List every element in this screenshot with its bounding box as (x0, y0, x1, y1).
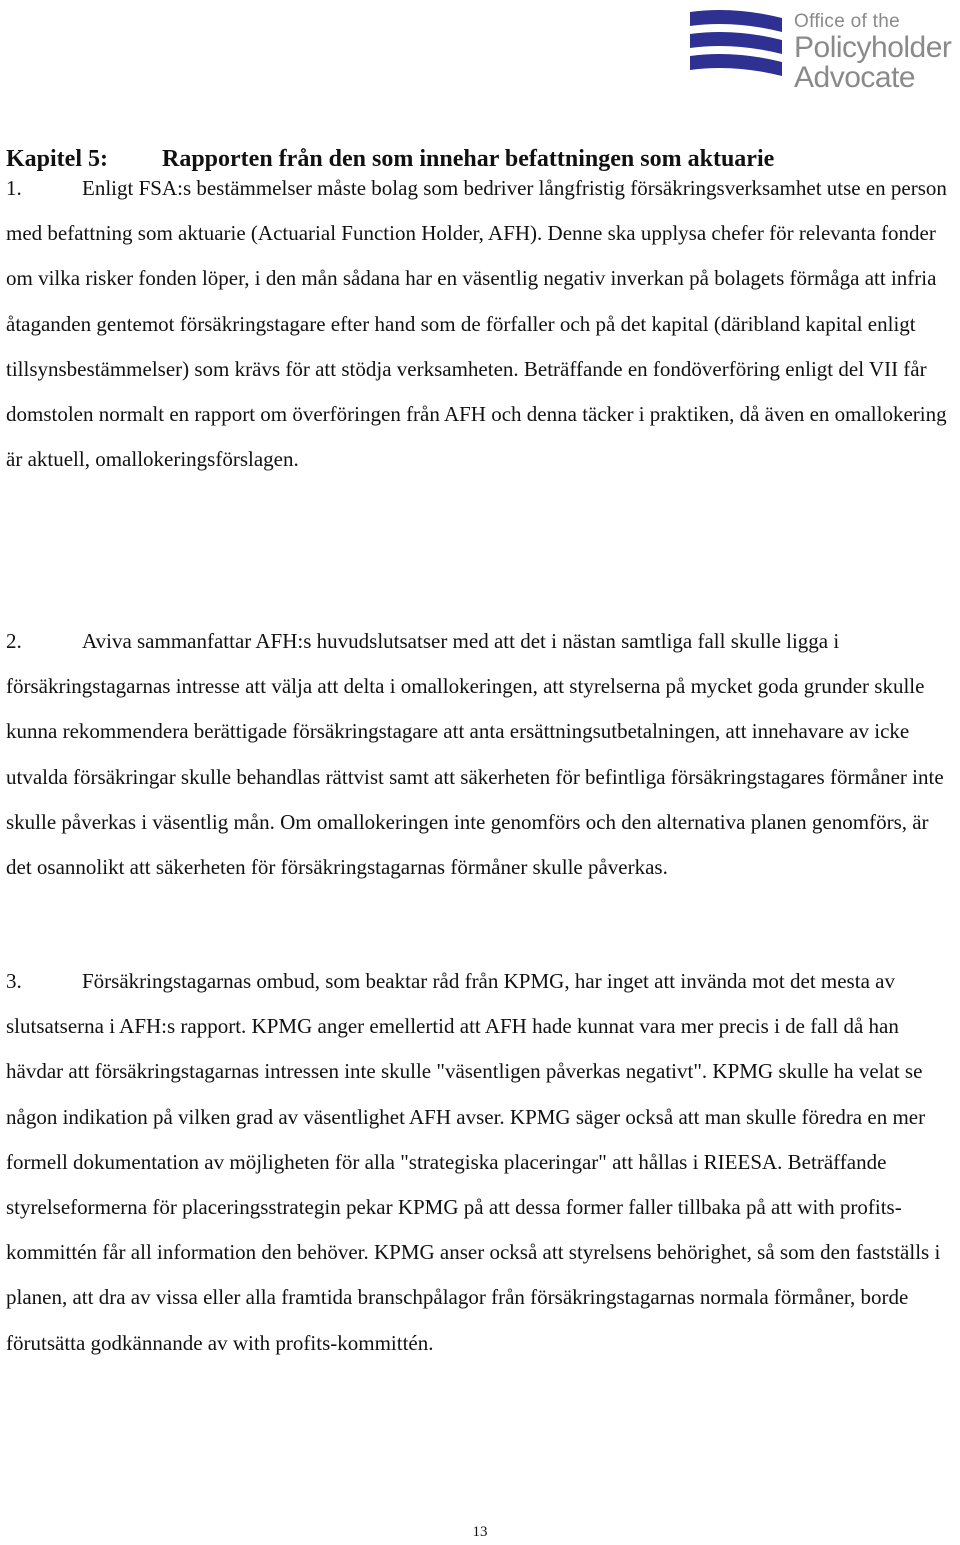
logo-wordmark (794, 12, 951, 93)
paragraph-number: 1. (6, 176, 22, 200)
paragraph-1 (6, 166, 956, 482)
logo-line-office: Office of the (794, 11, 900, 32)
chapter-title: Rapporten från den som innehar befattningen som aktuarie (162, 146, 775, 172)
paragraph-2 (6, 619, 956, 890)
page-number: 13 (472, 1524, 488, 1540)
logo-line-policyholder: Policyholder (794, 31, 952, 64)
paragraph-number: 2. (6, 629, 22, 653)
chapter-number: Kapitel 5: (6, 146, 108, 172)
paragraph-text: Försäkringstagarnas ombud, som beaktar råd från KPMG, har inget att invända mot det mesta av slutsatserna i AFH:s rapport. KPMG anger emellertid att AFH hade kunnat vara mer precis i de fall då han hävdar att försäkringstagarnas intressen inte skulle "väsentligen påverkas negativt". KPMG skulle ha velat se någon indikation på vilken grad av väsentlighet AFH avser. KPMG säger också att man skulle föredra en mer formell dokumentation av möjligheten för alla "strategiska placeringar" att hållas i RIEESA. Beträffande styrelseformerna för placeringsstrategin pekar KPMG på att dessa former faller tillbaka på att with profits-kommittén får all information den behöver. KPMG anser också att styrelsens behörighet, så som den fastställs i planen, att dra av vissa eller alla framtida branschpålagor från försäkringstagarnas normala förmåner, borde förutsätta godkännande av with profits-kommittén. (6, 969, 941, 1355)
paragraph-3 (6, 959, 956, 1366)
policyholder-advocate-logo (682, 4, 960, 94)
paragraph-text: Enligt FSA:s bestämmelser måste bolag som bedriver långfristig försäkringsverksamhet utse en person med befattning som aktuarie (Actuarial Function Holder, AFH). Denne ska upplysa chefer för relevanta fonder om vilka risker fonden löper, i den mån sådana har en väsentlig negativ inverkan på bolagets förmåga att infria åtaganden gentemot försäkringstagare efter hand som de förfaller och på det kapital (däribland kapital enligt tillsynsbestämmelser) som krävs för att stödja verksamheten. Beträffande en fondöverföring enligt del VII får domstolen normalt en rapport om överföringen från AFH och denna täcker i praktiken, då även en omallokering är aktuell, omallokeringsförslagen. (6, 176, 947, 472)
logo-line-advocate: Advocate (794, 61, 916, 94)
paragraph-text: Aviva sammanfattar AFH:s huvudslutsatser med att det i nästan samtliga fall skulle ligga i försäkringstagarnas intresse att välja att delta i omallokeringen, att styrelserna på mycket goda grunder skulle kunna rekommendera berättigade försäkringstagare att anta ersättningsutbetalningen, att innehavare av icke utvalda försäkringar skulle behandlas rättvist samt att säkerheten för befintliga försäkringstagares förmåner inte skulle påverkas i väsentlig mån. Om omallokeringen inte genomförs och den alternativa planen genomförs, är det osannolikt att säkerheten för försäkringstagarnas förmåner skulle påverkas. (6, 629, 944, 880)
logo-bars-icon (682, 4, 786, 94)
paragraph-number: 3. (6, 969, 22, 993)
